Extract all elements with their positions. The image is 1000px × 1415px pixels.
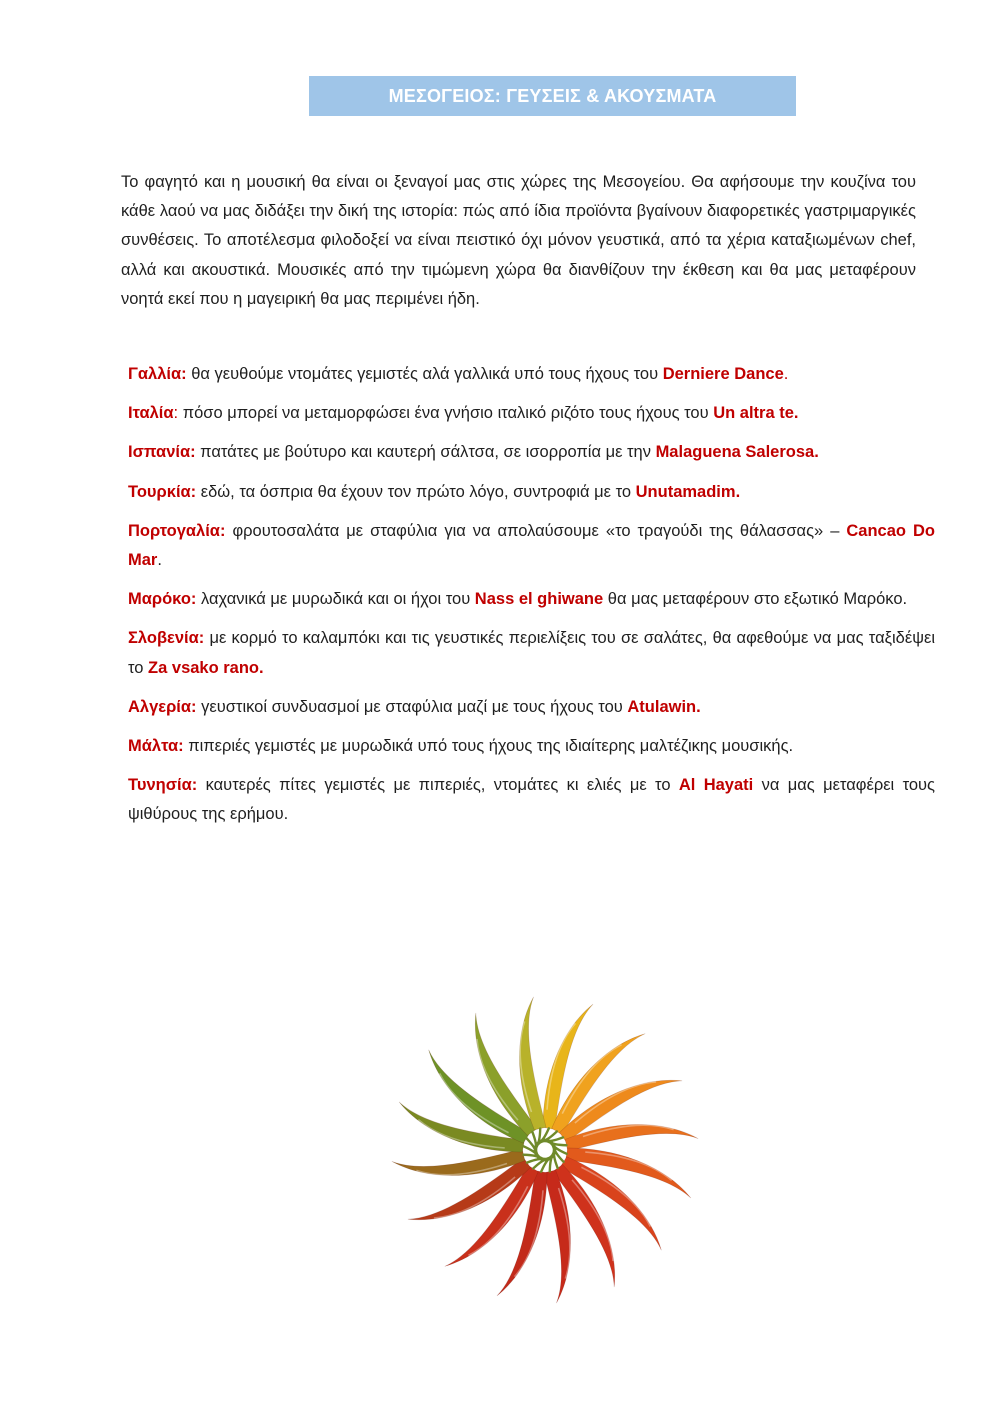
song-title: Cancao Do Mar — [128, 521, 935, 570]
song-title: Al Hayati — [678, 776, 754, 795]
entry-text: πιπεριές γεμιστές με μυρωδικά υπό τους ήχους της ιδιαίτερης μαλτέζικης μουσικής. — [183, 737, 794, 756]
entry-slovenia — [128, 624, 935, 682]
entry-after: . — [157, 551, 162, 570]
country-name: Αλγερία: — [128, 697, 197, 716]
entry-text: πόσο μπορεί να μεταμορφώσει ένα γνήσιο ιταλικό ριζότο τους ήχους του — [178, 404, 714, 423]
country-list — [128, 360, 935, 840]
song-title: Unutamadim. — [635, 482, 741, 501]
country-name: Ιταλία — [128, 404, 174, 423]
entry-after: θα μας μεταφέρουν στο εξωτικό Μαρόκο. — [603, 590, 908, 609]
entry-italy — [128, 399, 935, 428]
entry-text: πατάτες με βούτυρο και καυτερή σάλτσα, σε ισορροπία με την — [195, 443, 656, 462]
entry-text: εδώ, τα όσπρια θα έχουν τον πρώτο λόγο, συντροφιά με το — [196, 482, 636, 501]
song-title: Malaguena Salerosa. — [655, 443, 819, 462]
entry-france — [128, 360, 935, 389]
chili-pepper-wheel-icon — [380, 985, 710, 1315]
page-title: ΜΕΣΟΓΕΙΟΣ: ΓΕΥΣΕΙΣ & ΑΚΟΥΣΜΑΤΑ — [309, 76, 796, 116]
country-name: Τυνησία: — [128, 776, 198, 795]
country-name: Ισπανία: — [128, 443, 196, 462]
entry-text: με κορμό το καλαμπόκι και τις γευστικές περιελίξεις του σε σαλάτες, θα αφεθούμε να μας ταξιδέψει το — [128, 629, 935, 677]
entry-after: . — [783, 365, 789, 383]
country-name: Μαρόκο: — [128, 590, 197, 609]
entry-tunisia — [128, 771, 935, 829]
country-name: Γαλλία: — [128, 365, 187, 383]
entry-text: λαχανικά με μυρωδικά και οι ήχοι του — [196, 590, 475, 609]
entry-text: γευστικοί συνδυασμοί με σταφύλια μαζί με τους ήχους του — [196, 697, 628, 716]
song-title: Derniere Dance — [662, 365, 784, 383]
country-name: Τουρκία: — [128, 482, 197, 501]
country-name: Μάλτα: — [128, 737, 184, 756]
song-title: Nass el ghiwane — [474, 590, 604, 609]
entry-text: καυτερές πίτες γεμιστές με πιπεριές, ντομάτες κι ελιές με το — [197, 776, 679, 795]
song-title: Atulawin. — [627, 697, 701, 716]
song-title: Za vsako rano. — [148, 658, 264, 677]
entry-portugal — [128, 517, 935, 575]
country-name: Σλοβενία: — [128, 629, 205, 648]
entry-turkey — [128, 478, 935, 507]
entry-text: θα γευθούμε ντομάτες γεμιστές αλά γαλλικά υπό τους ήχους του — [186, 365, 663, 383]
entry-morocco — [128, 585, 935, 614]
entry-algeria — [128, 693, 935, 722]
entry-malta — [128, 732, 935, 761]
entry-spain — [128, 438, 935, 467]
entry-after: να μας μεταφέρει τους ψιθύρους της ερήμου. — [128, 776, 936, 824]
entry-text: φρουτοσαλάτα με σταφύλια για να απολαύσουμε «το τραγούδι της θάλασσας» – — [225, 521, 847, 540]
country-name: Πορτογαλία: — [128, 521, 226, 540]
intro-paragraph: Το φαγητό και η μουσική θα είναι οι ξεναγοί μας στις χώρες της Μεσογείου. Θα αφήσουμε την κουζίνα του κάθε λαού να μας διδάξει την δική της ιστορία: πώς από ίδια προϊόντα βγαίνουν διαφορετικές γαστριμαργικές συνθέσεις. Το αποτέλεσμα φιλοδοξεί να είναι πειστικό όχι μόνον γευστικά, από τα χέρια καταξιωμένων chef, αλλά και ακουστικά. Μουσικές από την τιμώμενη χώρα θα διανθίζουν την έκθεση και θα μας μεταφέρουν νοητά εκεί που η μαγειρική θα μας περιμένει ήδη. — [121, 173, 916, 308]
song-title: Un altra te. — [713, 404, 799, 423]
country-colon: : — [173, 404, 179, 423]
